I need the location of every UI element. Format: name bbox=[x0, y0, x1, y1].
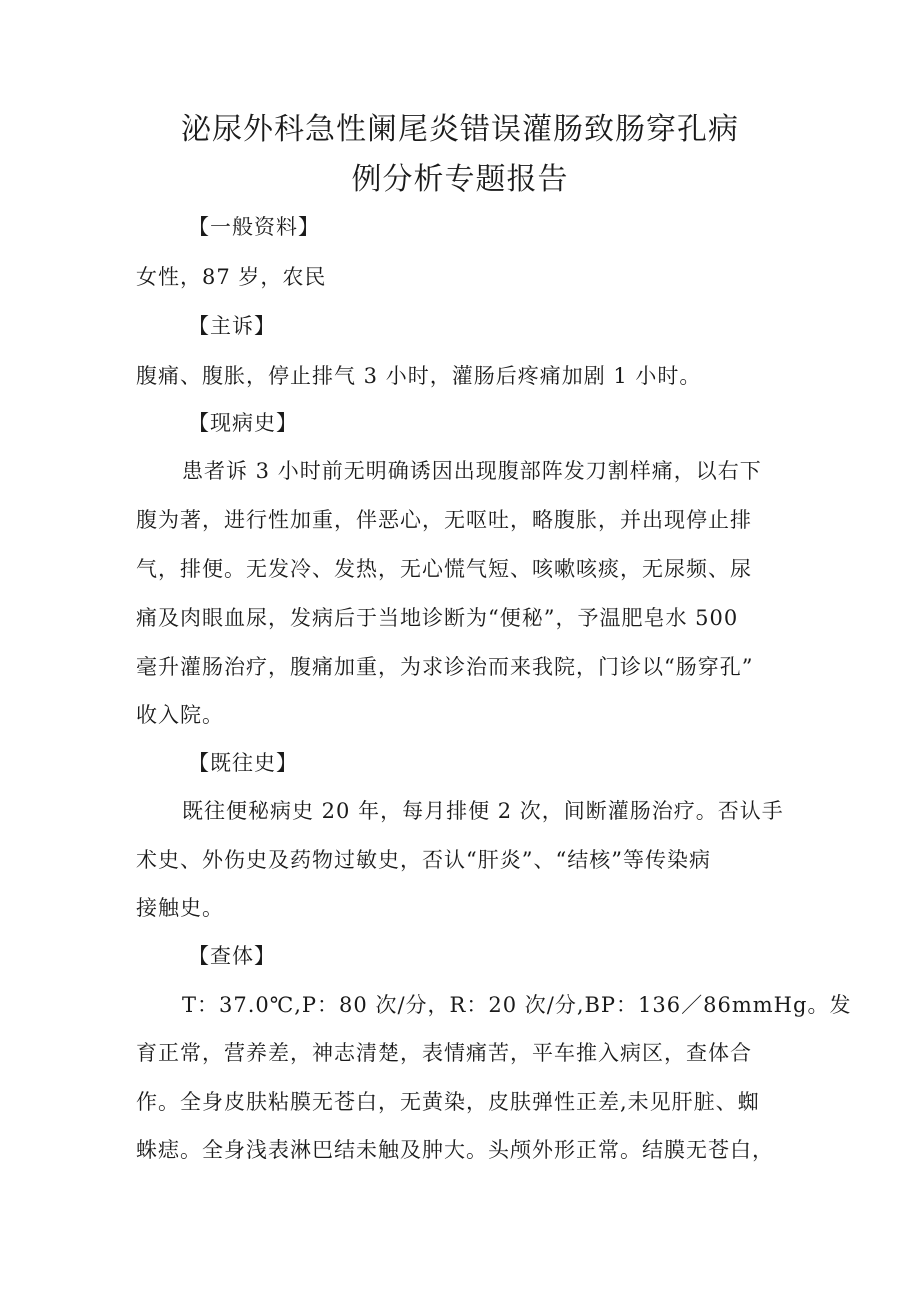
hpi-line: 腹为著，进行性加重，伴恶心，无呕吐，略腹胀，并出现停止排 bbox=[136, 508, 752, 532]
section-heading-hpi: 【现病史】 bbox=[188, 411, 298, 435]
document-title-line-1: 泌尿外科急性阑尾炎错误灌肠致肠穿孔病 bbox=[181, 112, 739, 147]
section-heading-pmh: 【既往史】 bbox=[188, 751, 298, 775]
pmh-line: 接触史。 bbox=[136, 896, 224, 920]
hpi-line: 痛及肉眼血尿，发病后于当地诊断为“便秘”，予温肥皂水 500 bbox=[136, 606, 739, 630]
exam-line: 育正常，营养差，神志清楚，表情痛苦，平车推入病区，查体合 bbox=[136, 1041, 752, 1065]
exam-line: 作。全身皮肤粘膜无苍白，无黄染，皮肤弹性正差,未见肝脏、蜘 bbox=[136, 1090, 760, 1114]
section-heading-general: 【一般资料】 bbox=[188, 215, 320, 239]
general-info-text: 女性，87 岁，农民 bbox=[136, 265, 327, 289]
hpi-line: 毫升灌肠治疗，腹痛加重，为求诊治而来我院，门诊以“肠穿孔” bbox=[136, 655, 754, 679]
section-heading-complaint: 【主诉】 bbox=[188, 314, 276, 338]
hpi-line: 气，排便。无发冷、发热，无心慌气短、咳嗽咳痰，无尿频、尿 bbox=[136, 557, 752, 581]
exam-line: T：37.0℃,P：80 次/分，R：20 次/分,BP：136／86mmHg。发 bbox=[182, 993, 852, 1017]
document-title-line-2: 例分析专题报告 bbox=[351, 162, 569, 197]
hpi-line: 收入院。 bbox=[136, 703, 224, 727]
hpi-line: 患者诉 3 小时前无明确诱因出现腹部阵发刀割样痛，以右下 bbox=[182, 459, 762, 483]
pmh-line: 术史、外伤史及药物过敏史，否认“肝炎”、“结核”等传染病 bbox=[136, 848, 711, 872]
exam-line: 蛛痣。全身浅表淋巴结未触及肿大。头颅外形正常。结膜无苍白， bbox=[136, 1138, 774, 1162]
chief-complaint-text: 腹痛、腹胀，停止排气 3 小时，灌肠后疼痛加剧 1 小时。 bbox=[136, 364, 702, 388]
section-heading-exam: 【查体】 bbox=[188, 944, 276, 968]
pmh-line: 既往便秘病史 20 年，每月排便 2 次，间断灌肠治疗。否认手 bbox=[182, 799, 784, 823]
